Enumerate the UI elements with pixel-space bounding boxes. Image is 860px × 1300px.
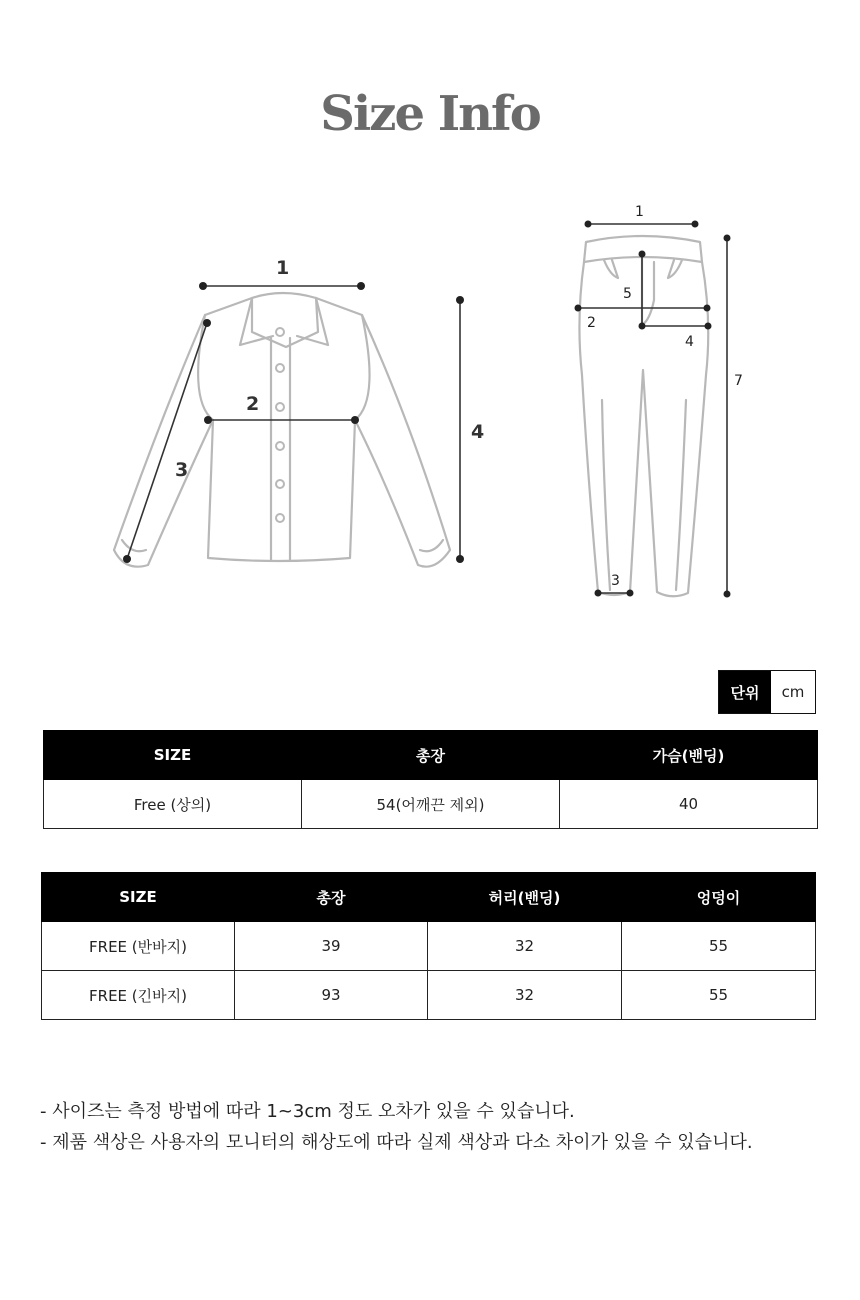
table-row: [42, 971, 816, 1020]
cell-waist: 32: [428, 971, 622, 1020]
header-chest: 가슴(밴딩): [560, 731, 818, 780]
table-header-row: [44, 731, 818, 780]
header-length: 총장: [235, 873, 428, 922]
bottom-size-table: [41, 872, 816, 1020]
header-waist: 허리(밴딩): [428, 873, 622, 922]
cell-length: 54(어깨끈 제외): [302, 780, 560, 829]
cell-size: Free (상의): [44, 780, 302, 829]
notes: [40, 1096, 830, 1158]
header-length: 총장: [302, 731, 560, 780]
bottom-diagram-label-3: 3: [611, 573, 620, 589]
header-hip: 엉덩이: [622, 873, 816, 922]
bottom-garment-diagram: [570, 200, 770, 605]
top-diagram-label-1: 1: [276, 257, 290, 279]
unit-badge: [718, 670, 816, 714]
bottom-diagram-label-1: 1: [635, 204, 644, 220]
bottom-diagram-label-7: 7: [734, 373, 743, 389]
cell-size: FREE (반바지): [42, 922, 235, 971]
header-size: SIZE: [42, 873, 235, 922]
cell-length: 39: [235, 922, 428, 971]
unit-value: cm: [771, 671, 815, 713]
top-garment-diagram: [100, 250, 490, 580]
page-title: Size Info: [320, 86, 540, 142]
header-size: SIZE: [44, 731, 302, 780]
cell-size: FREE (긴바지): [42, 971, 235, 1020]
top-size-table: [43, 730, 818, 829]
table-header-row: [42, 873, 816, 922]
table-row: [44, 780, 818, 829]
cell-waist: 32: [428, 922, 622, 971]
top-diagram-label-2: 2: [246, 393, 260, 415]
bottom-diagram-label-2: 2: [587, 315, 596, 331]
note-color: - 제품 색상은 사용자의 모니터의 해상도에 따라 실제 색상과 다소 차이가 있을 수 있습니다.: [40, 1132, 753, 1153]
cell-hip: 55: [622, 922, 816, 971]
note-measurement: - 사이즈는 측정 방법에 따라 1~3cm 정도 오차가 있을 수 있습니다.: [40, 1101, 575, 1122]
cell-length: 93: [235, 971, 428, 1020]
cell-hip: 55: [622, 971, 816, 1020]
bottom-diagram-label-4: 4: [685, 334, 694, 350]
top-diagram-label-4: 4: [471, 421, 485, 443]
unit-label: 단위: [719, 671, 771, 713]
table-row: [42, 922, 816, 971]
cell-chest: 40: [560, 780, 818, 829]
bottom-diagram-label-5: 5: [623, 286, 632, 302]
top-diagram-label-3: 3: [175, 459, 189, 481]
